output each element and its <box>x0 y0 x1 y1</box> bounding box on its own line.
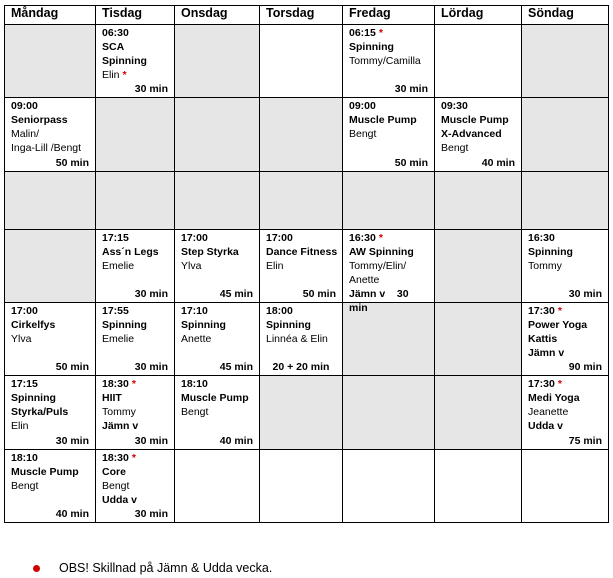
class-instructor: Ylva <box>11 333 32 345</box>
empty-cell <box>435 303 522 376</box>
class-time: 17:00 <box>266 232 293 244</box>
class-name: Core <box>102 466 126 478</box>
empty-cell <box>175 450 260 523</box>
class-duration: 30 min <box>134 83 168 95</box>
empty-cell <box>5 25 96 98</box>
class-duration: 30 min <box>55 435 89 447</box>
class-instructor: Bengt <box>441 142 469 154</box>
header-row <box>5 6 609 25</box>
table-row <box>5 230 609 303</box>
class-name: SCA Spinning <box>102 41 147 67</box>
empty-cell <box>435 172 522 230</box>
class-instructor: Jeanette <box>528 406 569 418</box>
day-header-tisdag: Tisdag <box>96 6 175 25</box>
class-duration: 50 min <box>55 361 89 373</box>
day-header-torsdag: Torsdag <box>260 6 343 25</box>
class-cell <box>343 25 435 98</box>
empty-cell <box>175 98 260 172</box>
class-name: Spinning <box>528 246 573 258</box>
class-time: 17:55 <box>102 305 129 317</box>
empty-cell <box>5 230 96 303</box>
empty-cell <box>260 172 343 230</box>
class-instructor: Emelie <box>102 333 135 345</box>
week-parity: Jämn v 30 min <box>349 288 409 314</box>
empty-cell <box>175 172 260 230</box>
class-name: Muscle Pump <box>441 114 509 126</box>
class-time: 06:15 * <box>349 27 383 39</box>
table-row <box>5 450 609 523</box>
class-time: 18:10 <box>11 452 38 464</box>
star-marker: * <box>378 232 383 244</box>
class-cell <box>435 98 522 172</box>
class-cell <box>522 303 609 376</box>
class-cell <box>343 98 435 172</box>
class-instructor: Bengt <box>11 480 39 492</box>
class-instructor: Ylva <box>181 260 202 272</box>
empty-cell <box>260 98 343 172</box>
class-time: 06:30 <box>102 27 129 39</box>
class-duration: 30 min <box>394 83 428 95</box>
class-cell <box>5 98 96 172</box>
class-instructor: Elin * <box>102 69 127 81</box>
class-time: 17:00 <box>11 305 38 317</box>
class-duration: 50 min <box>302 288 336 300</box>
bullet-icon <box>33 565 40 572</box>
class-time: 17:30 * <box>528 305 562 317</box>
class-time: 16:30 <box>528 232 555 244</box>
class-instructor: Anette <box>181 333 212 345</box>
class-duration: 30 min <box>134 508 168 520</box>
day-header-sondag: Söndag <box>522 6 609 25</box>
class-name: Medi Yoga <box>528 392 580 404</box>
star-marker: * <box>131 378 136 390</box>
class-time: 09:30 <box>441 100 468 112</box>
class-name: Seniorpass <box>11 114 68 126</box>
class-cell <box>5 303 96 376</box>
class-duration: 90 min <box>568 361 602 373</box>
empty-cell <box>96 98 175 172</box>
table-row <box>5 376 609 450</box>
class-cell <box>260 230 343 303</box>
class-name: HIIT <box>102 392 122 404</box>
class-cell <box>175 303 260 376</box>
class-time: 17:15 <box>102 232 129 244</box>
empty-cell <box>5 172 96 230</box>
class-name: Step Styrka <box>181 246 239 258</box>
empty-cell <box>522 25 609 98</box>
star-marker: * <box>557 378 562 390</box>
class-instructor: Bengt <box>181 406 209 418</box>
class-duration: 45 min <box>219 361 253 373</box>
class-instructor: Bengt <box>102 480 130 492</box>
class-cell <box>96 25 175 98</box>
class-time: 09:00 <box>349 100 376 112</box>
class-cell <box>260 303 343 376</box>
class-duration: 30 min <box>134 288 168 300</box>
table-row <box>5 303 609 376</box>
class-name: Cirkelfys <box>11 319 56 331</box>
empty-cell <box>96 172 175 230</box>
empty-cell <box>343 376 435 450</box>
class-instructor: Tommy <box>102 406 136 418</box>
empty-cell <box>260 25 343 98</box>
day-header-lordag: Lördag <box>435 6 522 25</box>
week-parity: Udda v <box>102 494 138 506</box>
class-duration: 30 min <box>134 435 168 447</box>
class-name: Spinning <box>102 319 147 331</box>
schedule-table <box>4 5 609 523</box>
class-name: Muscle Pump <box>181 392 249 404</box>
class-duration: 30 min <box>349 288 409 314</box>
empty-cell <box>435 25 522 98</box>
class-time: 09:00 <box>11 100 38 112</box>
class-duration: 40 min <box>55 508 89 520</box>
class-name: Spinning <box>349 41 394 53</box>
class-time: 17:10 <box>181 305 208 317</box>
table-row <box>5 25 609 98</box>
class-cell <box>96 450 175 523</box>
empty-cell <box>522 98 609 172</box>
class-cell <box>343 230 435 314</box>
star-marker: * <box>557 305 562 317</box>
class-cell <box>96 303 175 376</box>
class-name: Power Yoga <box>528 319 588 331</box>
class-duration: 30 min <box>134 361 168 373</box>
empty-cell <box>435 376 522 450</box>
class-instructor: Tommy/Elin/ <box>349 260 407 272</box>
day-header-onsdag: Onsdag <box>175 6 260 25</box>
class-name: Spinning <box>181 319 226 331</box>
class-cell <box>5 450 96 523</box>
class-name-line2: Styrka/Puls <box>11 406 69 418</box>
class-instructor: Tommy <box>528 260 562 272</box>
footnote <box>33 561 272 575</box>
class-duration: 40 min <box>481 157 515 169</box>
class-time: 17:30 * <box>528 378 562 390</box>
class-instructor: Anette <box>349 274 380 286</box>
class-time: 18:30 * <box>102 452 136 464</box>
class-time: 18:30 * <box>102 378 136 390</box>
class-cell <box>522 230 609 303</box>
empty-cell <box>435 230 522 303</box>
class-name-line2: X-Advanced <box>441 128 502 140</box>
class-duration: 50 min <box>55 157 89 169</box>
empty-cell <box>260 376 343 450</box>
class-cell <box>522 376 609 450</box>
week-parity: Jämn v <box>528 347 565 359</box>
star-marker: * <box>131 452 136 464</box>
class-instructor: Elin <box>11 420 29 432</box>
class-name: AW Spinning <box>349 246 414 258</box>
class-name: Ass´n Legs <box>102 246 159 258</box>
table-row <box>5 98 609 172</box>
class-duration: 75 min <box>568 435 602 447</box>
class-cell <box>175 376 260 450</box>
class-name: Muscle Pump <box>11 466 79 478</box>
class-name: Dance Fitness <box>266 246 338 258</box>
class-duration: 45 min <box>219 288 253 300</box>
class-instructor: Bengt <box>349 128 377 140</box>
class-name: Spinning <box>266 319 311 331</box>
class-duration: 40 min <box>219 435 253 447</box>
class-instructor: Inga-Lill /Bengt <box>11 142 82 154</box>
class-duration: 50 min <box>394 157 428 169</box>
empty-cell <box>260 450 343 523</box>
class-cell <box>175 230 260 303</box>
class-duration: 30 min <box>568 288 602 300</box>
table-row <box>5 172 609 230</box>
class-name: Spinning <box>11 392 56 404</box>
class-time: 17:15 <box>11 378 38 390</box>
empty-cell <box>343 172 435 230</box>
class-cell <box>96 376 175 450</box>
class-instructor: Tommy/Camilla <box>349 55 421 67</box>
empty-cell <box>522 172 609 230</box>
class-instructor: Emelie <box>102 260 135 272</box>
week-parity: Udda v <box>528 420 564 432</box>
class-name: Muscle Pump <box>349 114 417 126</box>
empty-cell <box>175 25 260 98</box>
empty-cell <box>435 450 522 523</box>
class-cell <box>5 376 96 450</box>
class-instructor: Linnéa & Elin <box>266 333 328 345</box>
class-instructor: Elin <box>266 260 284 272</box>
day-header-fredag: Fredag <box>343 6 435 25</box>
class-time: 16:30 * <box>349 232 383 244</box>
class-cell <box>96 230 175 303</box>
empty-cell <box>522 450 609 523</box>
star-marker: * <box>122 69 127 81</box>
class-duration: 20 + 20 min <box>272 361 330 373</box>
class-instructor: Kattis <box>528 333 558 345</box>
class-time: 18:10 <box>181 378 208 390</box>
class-time: 17:00 <box>181 232 208 244</box>
empty-cell <box>343 450 435 523</box>
day-header-mandag: Måndag <box>5 6 96 25</box>
footnote-text: OBS! Skillnad på Jämn & Udda vecka. <box>59 561 273 575</box>
star-marker: * <box>378 27 383 39</box>
class-instructor: Malin/ <box>11 128 40 140</box>
class-time: 18:00 <box>266 305 293 317</box>
week-parity: Jämn v <box>102 420 139 432</box>
